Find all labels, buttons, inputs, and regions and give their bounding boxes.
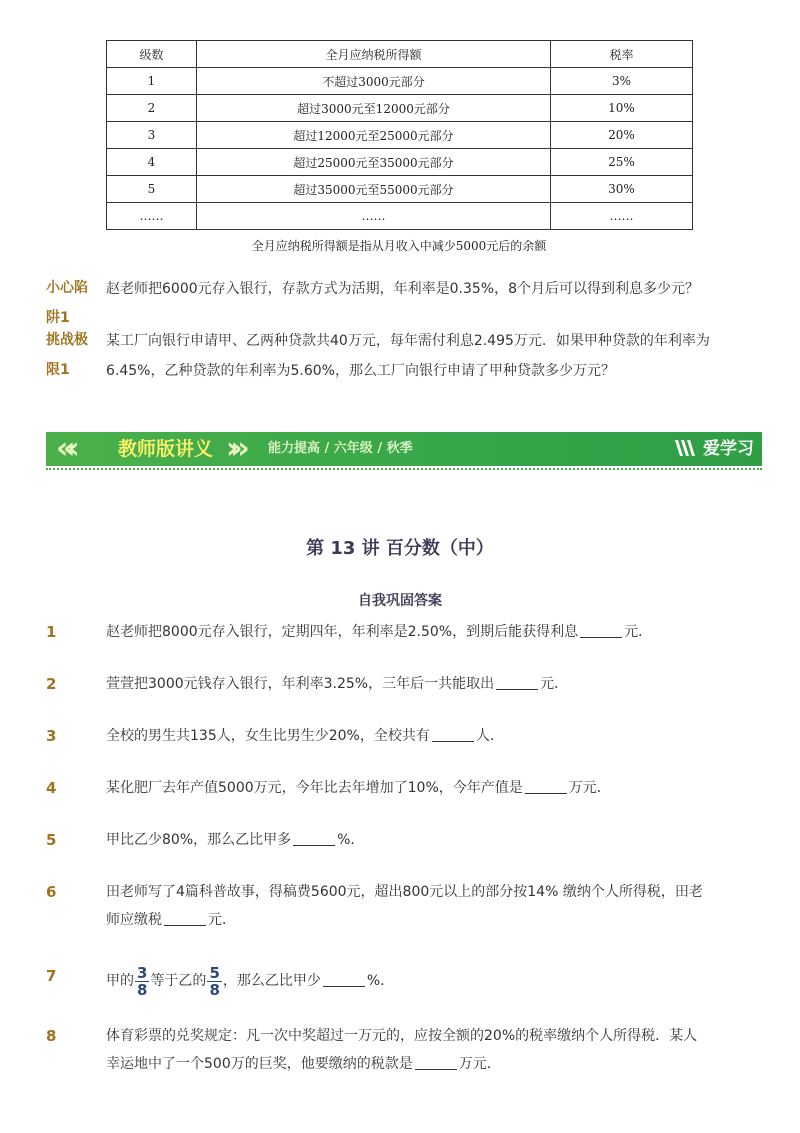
chevrons-left-icon: «‹ [56,431,72,466]
item-text: 赵老师把8000元存入银行，定期四年，年利率是2.50%，到期后能获得利息 元． [106,618,736,646]
cell-level: 1 [107,68,197,95]
header-banner [46,432,762,466]
item-text: 甲的 $\frac{3}{8}$ 等于乙的 $\frac{5}{8}$ ，那么乙比甲少 %． [106,963,395,999]
answer-blank[interactable] [496,673,538,690]
trap-question-text: 赵老师把6000元存入银行，存款方式为活期，年利率是0.35%，8个月后可以得到利息多少元？ [106,281,700,297]
item-text: 甲比乙少80%，那么乙比甲多 %． [106,826,736,854]
item-text: 全校的男生共135人，女生比男生少20%，全校共有 人． [106,722,736,750]
cell-level: 5 [107,176,197,203]
banner-dotted-divider [46,468,762,470]
chevrons-right-icon: ›» [226,431,242,466]
challenge-question [46,327,746,387]
cell-rate: 30% [551,176,693,203]
challenge-tag-line2: 限1 [46,362,70,378]
cell-income: 超过25000元至35000元部分 [197,149,551,176]
header-level: 级数 [107,41,197,68]
banner-title: 教师版讲义 [118,438,214,460]
answer-blank[interactable] [432,725,474,742]
cell-income: 不超过3000元部分 [197,68,551,95]
table-row [107,203,693,230]
table-row [107,95,693,122]
cell-income: …… [197,203,551,230]
table-row [107,68,693,95]
item-number: 3 [46,727,57,745]
item-text: 田老师写了4篇科普故事，得稿费5600元，超出800元以上的部分按14% 缴纳个人所得税，田老 师应缴税 元． [106,884,703,928]
item-number: 8 [46,1027,57,1045]
brand-logo [673,432,754,466]
cell-rate: 20% [551,122,693,149]
section-title: 自我巩固答案 [358,593,442,609]
cell-rate: 25% [551,149,693,176]
trap-tag-line2: 阱1 [46,310,70,326]
brand-logo-text: 爱学习 [703,439,754,459]
fraction-five-eighths: $\frac{5}{8}$ [209,963,220,999]
answer-blank[interactable] [323,970,365,987]
challenge-text-line2: 6.45%，乙种贷款的年利率为5.60%，那么工厂向银行申请了甲种贷款多少万元？ [106,363,615,379]
item-text: 萱萱把3000元钱存入银行，年利率3.25%，三年后一共能取出 元． [106,670,736,698]
item-number: 1 [46,623,57,641]
answer-blank[interactable] [415,1053,457,1070]
trap-tag-line1: 小心陷 [46,280,88,296]
answer-blank[interactable] [293,829,335,846]
item-text: 体育彩票的兑奖规定：凡一次中奖超过一万元的，应按全额的20%的税率缴纳个人所得税．某人 幸运地中了一个500万的巨奖，他要缴纳的税款是 万元． [106,1028,698,1072]
table-row [107,176,693,203]
item-number: 4 [46,779,57,797]
item-number: 2 [46,675,57,693]
header-income: 全月应纳税所得额 [197,41,551,68]
answer-blank[interactable] [525,777,567,794]
cell-rate: 10% [551,95,693,122]
trap-question [46,275,746,335]
answer-blank[interactable] [164,909,206,926]
table-row [107,122,693,149]
header-rate: 税率 [551,41,693,68]
lecture-title: 第 13 讲 百分数（中） [306,538,494,559]
item-number: 7 [46,967,57,985]
table-header-row [107,41,693,68]
cell-income: 超过3000元至12000元部分 [197,95,551,122]
table-footnote: 全月应纳税所得额是指从月收入中减少5000元后的余额 [251,239,547,253]
table-row [107,149,693,176]
brand-mark-icon [673,432,699,466]
cell-rate: …… [551,203,693,230]
tax-rate-table [106,40,693,230]
item-text: 某化肥厂去年产值5000万元，今年比去年增加了10%，今年产值是 万元． [106,774,736,802]
banner-subtitle: 能力提高 / 六年级 / 秋季 [268,441,413,456]
answer-blank[interactable] [580,621,622,638]
item-number: 6 [46,883,57,901]
cell-income: 超过35000元至55000元部分 [197,176,551,203]
cell-level: 3 [107,122,197,149]
item-number: 5 [46,831,57,849]
cell-level: 2 [107,95,197,122]
cell-rate: 3% [551,68,693,95]
cell-income: 超过12000元至25000元部分 [197,122,551,149]
challenge-tag-line1: 挑战极 [46,332,88,348]
cell-level: …… [107,203,197,230]
cell-level: 4 [107,149,197,176]
challenge-text-line1: 某工厂向银行申请甲、乙两种贷款共40万元，每年需付利息2.495万元．如果甲种贷款的年利率为 [106,333,710,349]
fraction-three-eighths: $\frac{3}{8}$ [137,963,148,999]
